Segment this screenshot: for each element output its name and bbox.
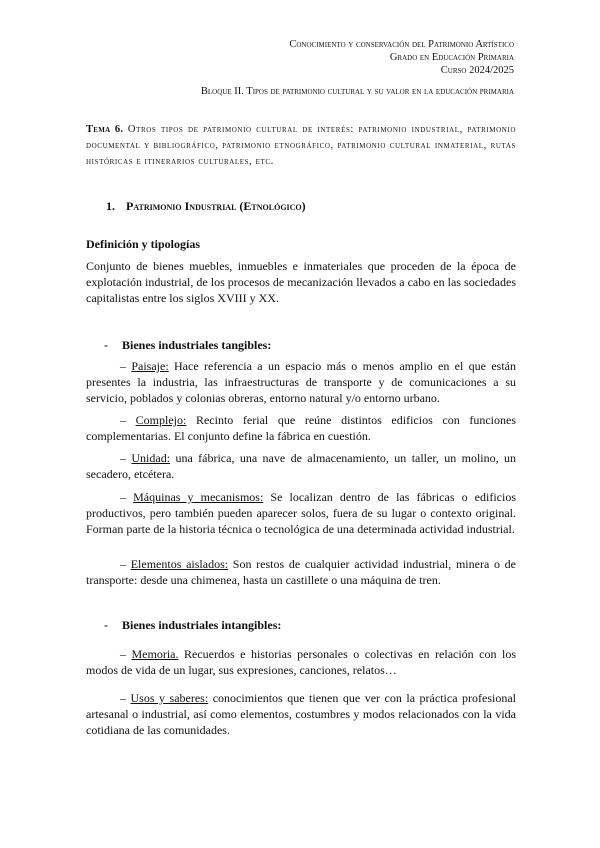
header-degree: Grado en Educación Primaria [389, 52, 514, 63]
item-text: Se localizan dentro de las fábricas o edificios productivos, pero también pueden aparecer solos, fuera de su lugar o contexto original. Forman parte de la historia técnica o tecnológica de una determinada actividad industrial. [86, 490, 517, 536]
list-item-elementos [86, 556, 516, 588]
item-prefix: – [120, 647, 132, 661]
page-header [201, 38, 514, 98]
item-text: Son restos de cualquier actividad industrial, minera o de transporte: desde una chimenea, hasta un castillete o una máquina de tren. [86, 557, 517, 587]
intangibles-heading [104, 618, 281, 633]
bullet-dash: - [104, 618, 108, 632]
item-term: Paisaje: [131, 359, 169, 373]
header-block: Bloque II. Tipos de patrimonio cultural y su valor en la educación primaria [200, 86, 514, 97]
topic-label: Tema 6. [86, 124, 124, 135]
section-number: 1. [106, 199, 115, 213]
tangibles-heading [104, 338, 271, 353]
item-text: Recinto ferial que reúne distintos edificios con funciones complementarias. El conjunto define la fábrica en cuestión. [86, 413, 516, 443]
item-text: Recuerdos e historias personales o colectivas en relación con los modos de vida de un lugar, sus expresiones, canciones, relatos… [86, 647, 517, 677]
item-prefix: – [120, 359, 132, 373]
item-text: conocimientos que tienen que ver con la práctica profesional artesanal o industrial, así como elementos, costumbres y modos relacionados con la vida cotidiana de las comunidades. [86, 691, 517, 737]
item-term: Usos y saberes: [130, 691, 209, 705]
item-term: Unidad: [131, 451, 171, 465]
definition-text: Conjunto de bienes muebles, inmuebles e inmateriales que proceden de la época de explotación industrial, de los procesos de mecanización llevados a cabo en las sociedades capitalistas entre los siglos XVIII y XX. [86, 259, 516, 305]
list-item-memoria [86, 646, 516, 678]
item-prefix: – [120, 490, 134, 504]
bullet-dash: - [104, 338, 108, 352]
header-year: Curso 2024/2025 [440, 65, 514, 76]
item-prefix: – [120, 557, 131, 571]
definition-heading: Definición y tipologías [86, 237, 201, 251]
item-term: Memoria. [131, 647, 179, 661]
list-item-complejo [86, 412, 516, 444]
item-prefix: – [120, 413, 136, 427]
intangibles-heading-text: Bienes industriales intangibles: [122, 618, 282, 632]
item-term: Complejo: [135, 413, 187, 427]
topic-text: Otros tipos de patrimonio cultural de interés: patrimonio industrial, patrimonio documental y bibliográfico, patrimonio etnográfico, patrimonio cultural inmaterial, rutas históricas e itinerarios culturales, etc. [86, 124, 516, 167]
tangibles-heading-text: Bienes industriales tangibles: [122, 338, 272, 352]
section-title: Patrimonio Industrial (Etnológico) [126, 199, 306, 213]
item-text: una fábrica, una nave de almacenamiento, un taller, un molino, un secadero, etcétera. [86, 451, 517, 481]
header-course: Conocimiento y conservación del Patrimonio Artístico [289, 39, 514, 50]
item-text: Hace referencia a un espacio más o menos amplio en el que están presentes la industria, las infraestructuras de transporte y de comunicaciones a su servicio, poblados y colonias obreras, entorno natural y/o entorno urbano. [86, 359, 516, 405]
list-item-paisaje [86, 358, 516, 406]
list-item-usos [86, 690, 516, 738]
item-term: Máquinas y mecanismos: [133, 490, 264, 504]
section-heading [106, 199, 306, 214]
item-term: Elementos aislados: [130, 557, 229, 571]
item-prefix: – [120, 451, 132, 465]
topic-title [86, 122, 516, 170]
item-prefix: – [120, 691, 131, 705]
list-item-maquinas [86, 489, 516, 537]
list-item-unidad [86, 450, 516, 482]
